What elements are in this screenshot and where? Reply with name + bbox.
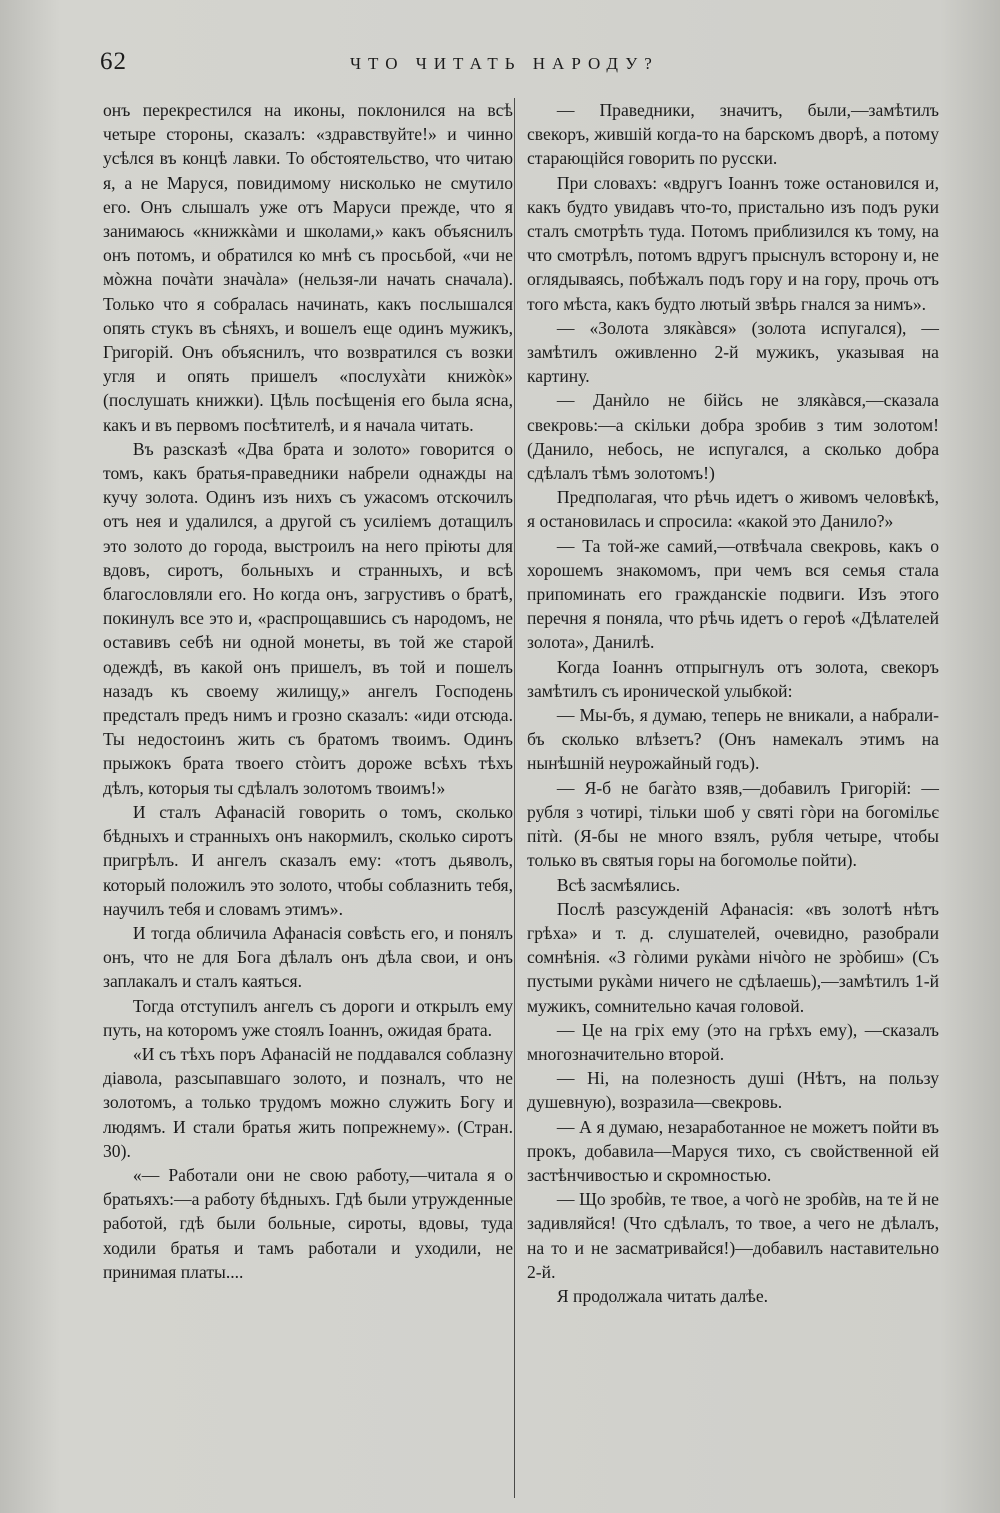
paragraph: И тогда обличила Афанасія совѣсть его, и понялъ онъ, что не для Бога дѣлалъ онъ дѣла свои, и онъ заплакалъ и сталъ каяться. xyxy=(103,922,513,992)
paragraph: — «Золота злякàвся» (золота испугался), —замѣтилъ оживленно 2-й мужикъ, указывая на картину. xyxy=(527,317,939,387)
paragraph: «И съ тѣхъ поръ Афанасій не поддавался соблазну діавола, разсыпавшаго золото, и позналъ, что не золотомъ, а только трудомъ можно служить Богу и людямъ. И стали братья жить попрежнему». (Стран. 30). xyxy=(103,1043,513,1161)
paragraph: «— Работали они не свою работу,—читала я о братьяхъ:—а работу бѣдныхъ. Гдѣ были утружденные работой, гдѣ были больные, сироты, вдовы, туда ходили братья и тамъ работали и уходили, не принимая платы.... xyxy=(103,1164,513,1282)
paragraph: — Це на гріх ему (это на грѣхъ ему), —сказалъ многозначительно второй. xyxy=(527,1019,939,1064)
paragraph: — Що зробѝв, те твое, а чогò не зробѝв, на те й не задивляйся! (Что сдѣлалъ, то твое, а чего не дѣлалъ, на то и не засматривайся!)—добавилъ наставительно 2-й. xyxy=(527,1189,939,1282)
paragraph: Всѣ засмѣялись. xyxy=(556,874,681,895)
page-header xyxy=(100,44,920,84)
paragraph: И сталъ Афанасій говорить о томъ, сколько бѣдныхъ и странныхъ онъ накормилъ, сколько сиротъ пригрѣлъ. И ангелъ сказалъ ему: «тотъ дьяволъ, который положилъ это золото, чтобы соблазнить тебя, научилъ тебя и словамъ этимъ». xyxy=(103,801,513,919)
paragraph: — Та той-же самий,—отвѣчала свекровь, какъ о хорошемъ знакомомъ, при чемъ вся семья стала припоминать его гражданскіе подвиги. Изъ этого перечня я поняла, что рѣчь идетъ о героѣ «Дѣлателей золота», Данилѣ. xyxy=(527,535,939,653)
paragraph: онъ перекрестился на иконы, поклонился на всѣ четыре стороны, сказалъ: «здравствуйте!» и чинно усѣлся въ концѣ лавки. То обстоятельство, что читаю я, а не Маруся, повидимому нисколько не смутило его. Онъ слышалъ уже отъ Маруси прежде, что я занимаюсь «книжкàми и школами,» какъ объяснилъ онъ потомъ, и обратился ко мнѣ съ просьбой, «чи не мòжна почàти значàла» (нельзя-ли начать сначала). Только что я собралась начинать, какъ послышался опять стукъ въ сѣняхъ, и вошелъ еще одинъ мужикъ, Григорій. Онъ объяснилъ, что возвратился съ возки угля и опять пришелъ «послухàти книжòк» (послушать книжки). Цѣль посѣщенія его была ясна, какъ и въ первомъ посѣтителѣ, и я начала читать. xyxy=(103,100,513,435)
running-title: ЧТО ЧИТАТЬ НАРОДУ? xyxy=(350,54,659,73)
paragraph: Когда Іоаннъ отпрыгнулъ отъ золота, свекоръ замѣтилъ съ иронической улыбкой: xyxy=(527,656,939,701)
paragraph: — Ні, на полезность душі (Нѣтъ, на пользу душевную), возразила—свекровь. xyxy=(527,1068,939,1113)
paragraph: При словахъ: «вдругъ Іоаннъ тоже остановился и, какъ будто увидавъ что-то, пристально изъ подъ руки сталъ смотрѣть туда. Потомъ приблизился къ тому, на что смотрѣлъ, потомъ вдругъ прыснулъ всторону и, не оглядываясь, побѣжалъ подъ гору и на гору, прочь отъ того мѣста, какъ будто лютый звѣрь гнался за нимъ». xyxy=(527,172,939,314)
left-column xyxy=(103,98,513,1284)
paragraph: — Праведники, значитъ, были,—замѣтилъ свекоръ, жившій когда-то на барскомъ дворѣ, а потому старающійся говорить по русски. xyxy=(527,100,939,169)
paragraph: — Я-б не багàто взяв,—добавилъ Григорій: —рубля з чотирі, тільки шоб у святі гòри на богомільє пітѝ. (Я-бы не много взялъ, рубля четыре, чтобы только въ святыя горы на богомолье пойти). xyxy=(527,777,939,871)
page-number: 62 xyxy=(100,48,127,75)
right-column xyxy=(527,98,939,1308)
paragraph: Я продолжала читать далѣе. xyxy=(556,1285,769,1306)
column-divider xyxy=(514,98,515,1498)
paragraph: Тогда отступилъ ангелъ съ дороги и открылъ ему путь, на которомъ уже стоялъ Іоаннъ, ожидая брата. xyxy=(103,995,513,1040)
paragraph: — Мы-бъ, я думаю, теперь не вникали, а набрали-бъ сколько влѣзетъ? (Онъ намекалъ этимъ на нынѣшній неурожайный годъ). xyxy=(527,705,939,774)
paragraph: Въ разсказѣ «Два брата и золото» говорится о томъ, какъ братья-праведники набрели однажды на кучу золота. Одинъ изъ нихъ съ ужасомъ отскочилъ отъ нея и удалился, а другой съ усиліемъ дотащилъ это золото до города, выстроилъ на него пріюты для вдовъ, сиротъ, больныхъ и странныхъ, и всѣ благословляли его. Но когда онъ, загрустивъ о братѣ, покинулъ все это и, «распрощавшись съ народомъ, не оставивъ себѣ ни одной монеты, въ той же старой одеждѣ, въ какой онъ пришелъ, въ той и пошелъ назадъ къ своему жилищу,» ангелъ Господень предсталъ предъ нимъ и грозно сказалъ: «иди отсюда. Ты недостоинъ жить съ братомъ твоимъ. Одинъ прыжокъ брата твоего стòитъ дороже всѣхъ тѣхъ дѣлъ, которыя ты сдѣлалъ золотомъ твоимъ!» xyxy=(103,438,513,798)
paragraph: Предполагая, что рѣчь идетъ о живомъ человѣкѣ, я остановилась и спросила: «какой это Данило?» xyxy=(527,487,939,532)
paragraph: — А я думаю, незаработанное не можетъ пойти въ прокъ, добавила—Маруся тихо, съ свойственной ей застѣнчивостью и скромностью. xyxy=(527,1116,939,1185)
paragraph: Послѣ разсужденій Афанасія: «въ золотѣ нѣтъ грѣха» и т. д. слушателей, очевидно, разобрали сомнѣнія. «З гòлими рукàми нічòго не зрòбиш» (Съ пустыми рукàми ничего не сдѣлаешь),—замѣтилъ 1-й мужикъ, сомнительно качая головой. xyxy=(527,898,939,1016)
paragraph: — Данѝло не бійсь не злякàвся,—сказала свекровь:—а скільки добра зробив з тим золотом! (Данило, небось, не испугался, а сколько добра сдѣлалъ тѣмъ золотомъ!) xyxy=(527,390,939,484)
